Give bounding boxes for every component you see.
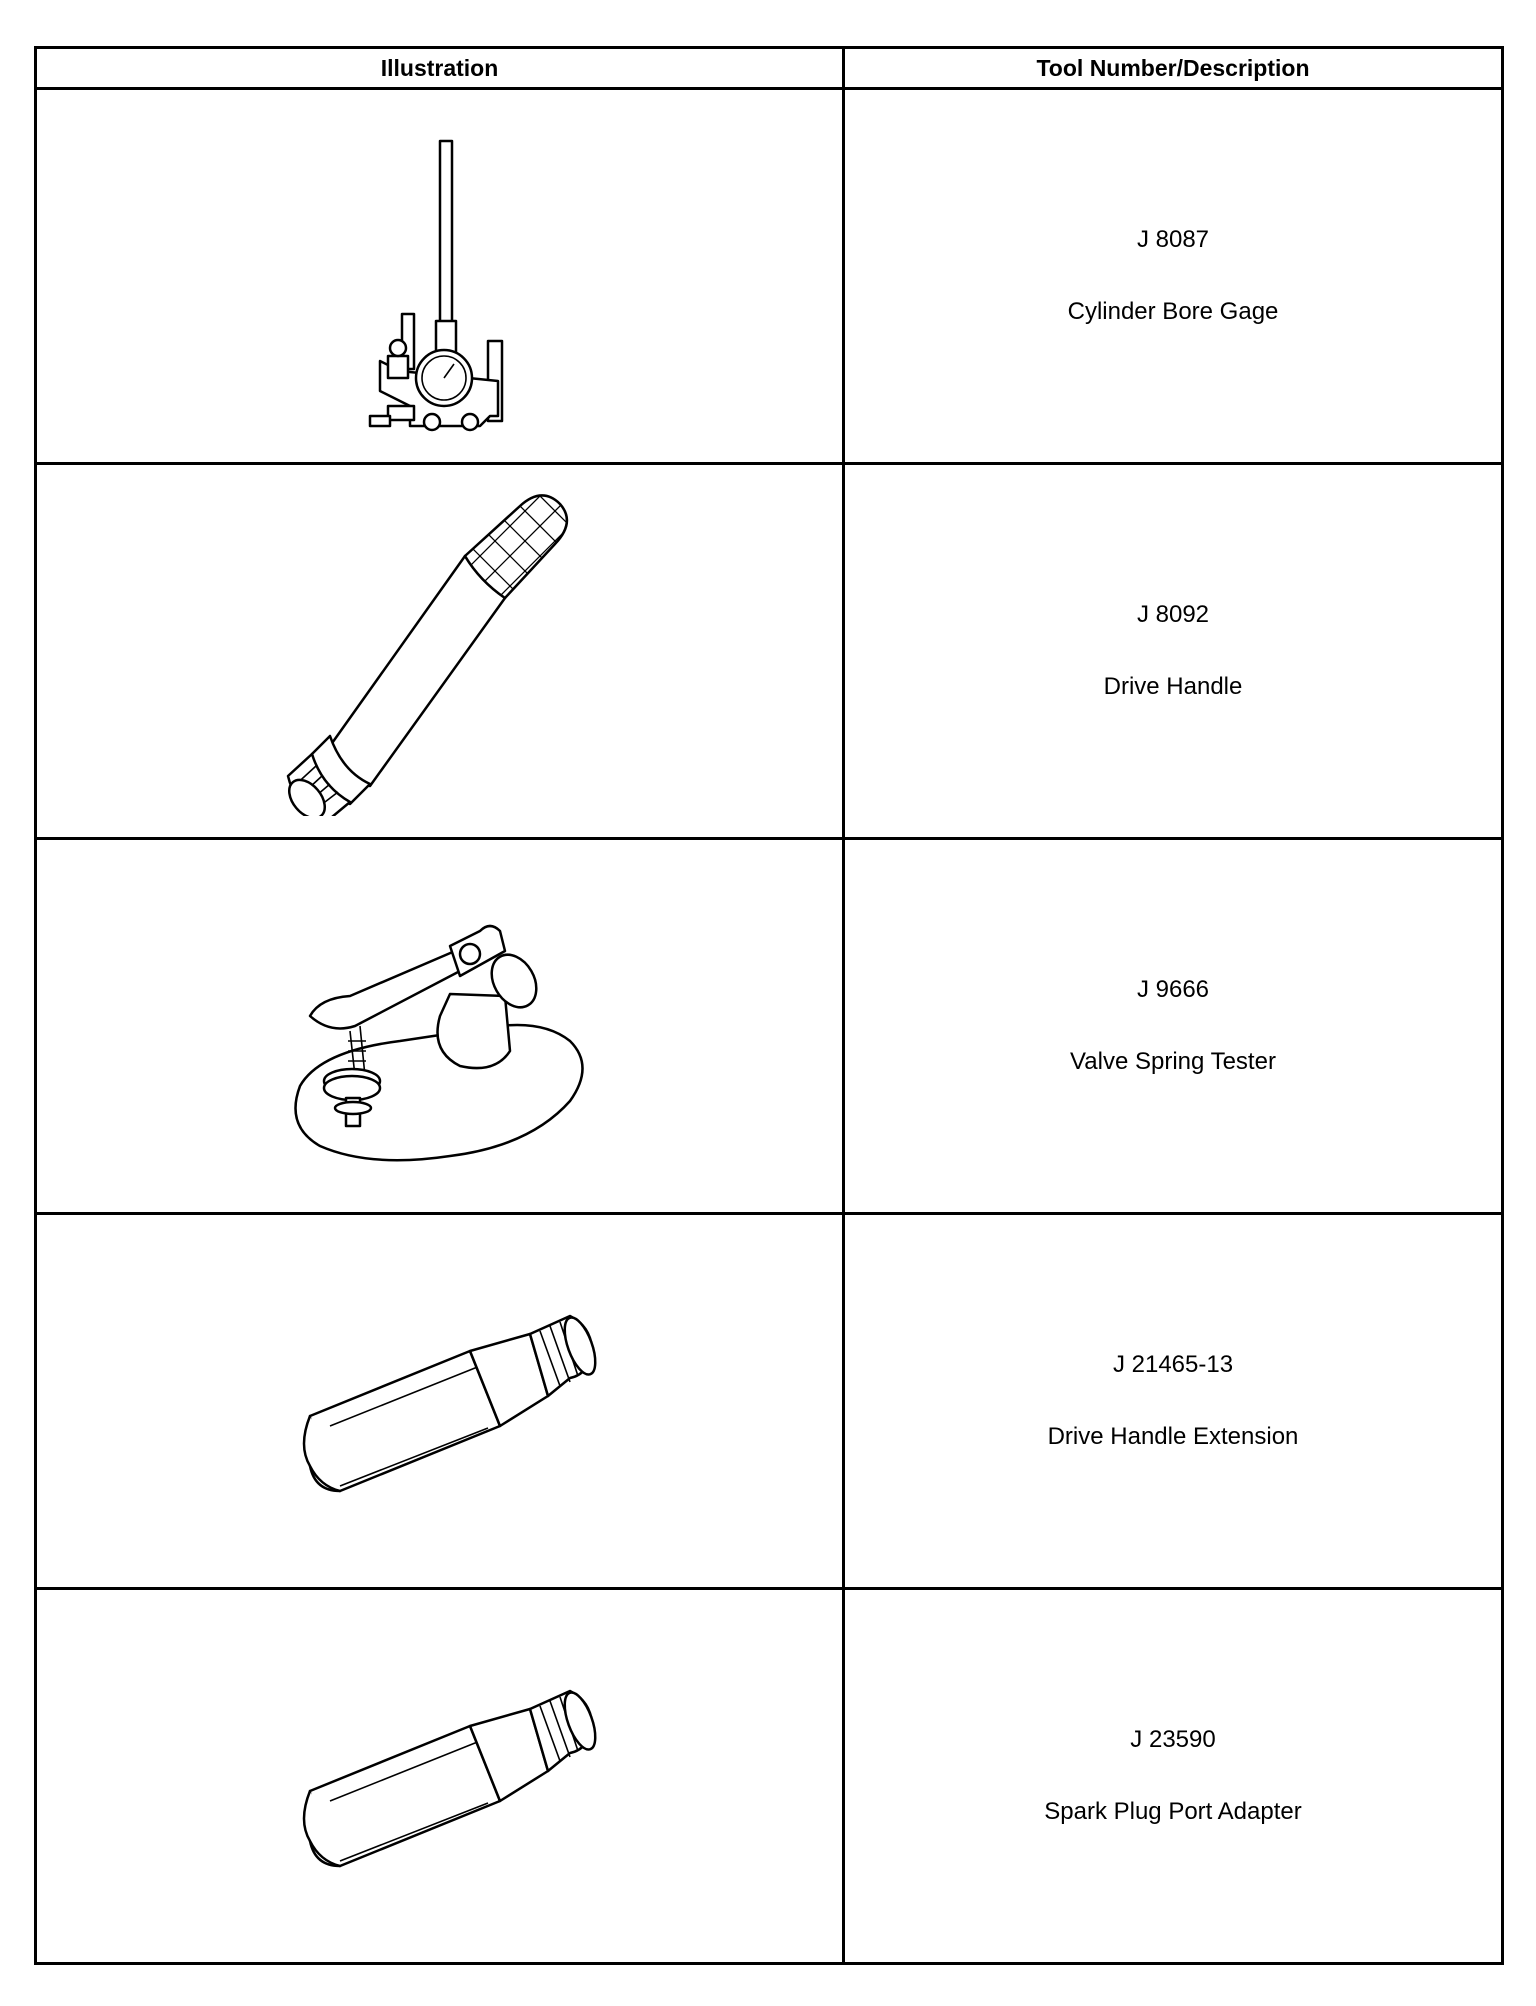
cylinder-bore-gage-icon xyxy=(340,116,540,436)
tool-number: J 21465-13 xyxy=(1112,1351,1234,1378)
valve-spring-tester-icon xyxy=(280,876,600,1176)
tool-cell xyxy=(844,839,1503,1214)
header-illustration: Illustration xyxy=(36,48,844,89)
tool-number: J 8087 xyxy=(1136,226,1210,253)
table-row xyxy=(36,464,1503,839)
tool-description: Cylinder Bore Gage xyxy=(1067,298,1279,325)
illustration-cell xyxy=(36,839,844,1214)
tools-table xyxy=(34,46,1504,1965)
table-row xyxy=(36,1214,1503,1589)
tool-cell xyxy=(844,1214,1503,1589)
header-row xyxy=(36,48,1503,89)
tool-description: Spark Plug Port Adapter xyxy=(1044,1798,1302,1825)
illustration-cell xyxy=(36,1589,844,1964)
illustration-cell xyxy=(36,1214,844,1589)
illustration-cell xyxy=(36,89,844,464)
tool-description: Drive Handle xyxy=(1103,673,1243,700)
table-row xyxy=(36,839,1503,1214)
tool-description: Valve Spring Tester xyxy=(1070,1048,1276,1075)
tool-cell xyxy=(844,89,1503,464)
tool-cell xyxy=(844,1589,1503,1964)
tool-cell xyxy=(844,464,1503,839)
spark-plug-port-adapter-icon xyxy=(280,1661,600,1891)
tool-description: Drive Handle Extension xyxy=(1047,1423,1299,1450)
drive-handle-extension-icon xyxy=(280,1286,600,1516)
drive-handle-icon xyxy=(270,486,610,816)
header-tool-number-description: Tool Number/Description xyxy=(844,48,1503,89)
table-row xyxy=(36,89,1503,464)
illustration-cell xyxy=(36,464,844,839)
tool-number: J 9666 xyxy=(1136,976,1210,1003)
table-row xyxy=(36,1589,1503,1964)
tool-number: J 8092 xyxy=(1136,601,1210,628)
tool-number: J 23590 xyxy=(1130,1726,1216,1753)
